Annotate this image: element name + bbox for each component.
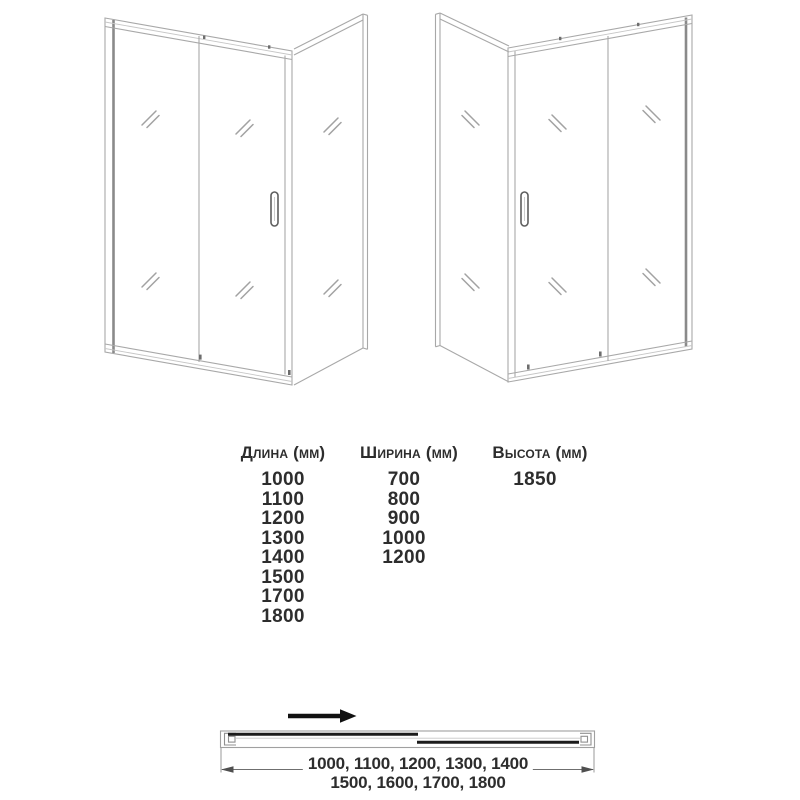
width-value: 700: [387, 469, 421, 490]
glass-shine-icon: [462, 106, 660, 295]
length-values: [241, 470, 326, 626]
door-handle-icon: [521, 192, 528, 226]
length-column: [241, 443, 326, 626]
height-value: 1850: [513, 469, 557, 490]
length-value: 1800: [261, 605, 305, 627]
height-column: [492, 443, 587, 490]
width-column: [360, 443, 458, 568]
length-value: 1100: [261, 488, 305, 510]
glass-shine-icon: [142, 111, 341, 299]
bottom-guide-icon: [199, 355, 291, 375]
door-handle-icon: [271, 192, 278, 226]
width-value: 1200: [382, 547, 426, 568]
length-value: 1200: [261, 508, 305, 529]
width-column-header: Ширина (мм): [360, 443, 458, 462]
length-value: 1300: [261, 527, 305, 549]
length-options-line-2: 1500, 1600, 1700, 1800: [330, 773, 506, 792]
right-enclosure-drawing: [436, 13, 693, 382]
width-value: 900: [387, 508, 421, 529]
width-value: 800: [387, 488, 421, 510]
length-value: 1500: [261, 566, 305, 588]
left-enclosure-drawing: [105, 14, 368, 385]
length-options-line-1: 1000, 1100, 1200, 1300, 1400: [303, 754, 533, 774]
width-value: 1000: [382, 527, 426, 549]
height-column-header: Высота (мм): [492, 443, 588, 462]
length-value: 1000: [261, 469, 305, 490]
slide-direction-arrow-icon: [288, 709, 357, 722]
height-values: [487, 470, 582, 490]
width-values: [355, 470, 453, 568]
length-column-header: Длина (мм): [240, 443, 326, 462]
length-value: 1700: [261, 586, 305, 607]
length-value: 1400: [261, 547, 305, 568]
